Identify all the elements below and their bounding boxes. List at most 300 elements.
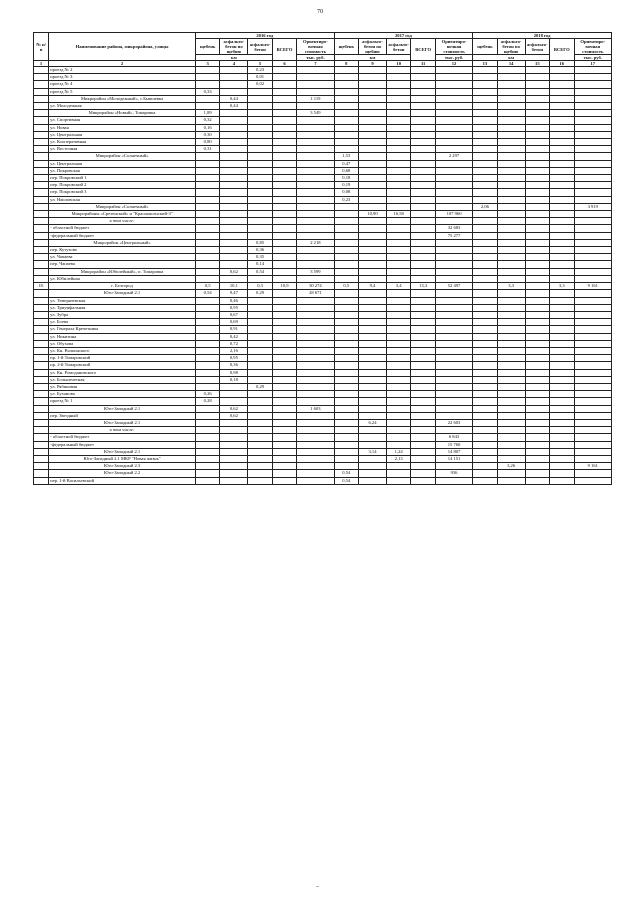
row-cell-16	[550, 117, 574, 124]
row-cell-7	[297, 419, 334, 426]
row-cell-7	[297, 398, 334, 405]
row-name: ул. Центральная	[49, 160, 196, 167]
row-num	[34, 470, 49, 477]
table-row	[34, 254, 612, 261]
row-cell-15	[525, 239, 549, 246]
row-cell-10	[386, 88, 410, 95]
row-cell-5	[248, 110, 272, 117]
row-cell-9	[359, 434, 387, 441]
row-cell-4	[220, 261, 248, 268]
table-row	[34, 311, 612, 318]
row-cell-6	[272, 247, 296, 254]
row-cell-15	[525, 383, 549, 390]
header-index-9: 9	[359, 61, 387, 67]
row-cell-6	[272, 261, 296, 268]
row-cell-15	[525, 333, 549, 340]
row-cell-6	[272, 67, 296, 74]
row-cell-13	[473, 261, 497, 268]
row-num	[34, 463, 49, 470]
row-cell-16	[550, 211, 574, 218]
table-row	[34, 470, 612, 477]
row-cell-8	[334, 247, 358, 254]
row-name: - областной бюджет	[49, 434, 196, 441]
table-row	[34, 304, 612, 311]
row-cell-8	[334, 448, 358, 455]
row-cell-12	[435, 391, 472, 398]
row-cell-16	[550, 319, 574, 326]
row-cell-6	[272, 441, 296, 448]
row-cell-10	[386, 340, 410, 347]
row-cell-8	[334, 131, 358, 138]
row-cell-13	[473, 427, 497, 434]
row-cell-17	[574, 297, 612, 304]
row-cell-16	[550, 232, 574, 239]
row-num	[34, 218, 49, 225]
header-index-14: 14	[497, 61, 525, 67]
header-sub-1-0: щебень	[334, 39, 358, 55]
row-name: пр. 1-й Томаровский	[49, 355, 196, 362]
row-cell-4: 0,98	[220, 369, 248, 376]
row-cell-7	[297, 203, 334, 210]
row-cell-10	[386, 268, 410, 275]
row-cell-8	[334, 103, 358, 110]
row-cell-6	[272, 182, 296, 189]
row-cell-6	[272, 326, 296, 333]
row-cell-12: 15 760	[435, 441, 472, 448]
row-cell-14	[497, 211, 525, 218]
row-name: Юго-Западный 2.2	[49, 470, 196, 477]
table-row	[34, 74, 612, 81]
row-cell-7	[297, 167, 334, 174]
row-cell-7	[297, 340, 334, 347]
row-num	[34, 448, 49, 455]
table-row	[34, 383, 612, 390]
row-cell-3	[195, 74, 219, 81]
row-cell-15	[525, 225, 549, 232]
row-cell-4	[220, 254, 248, 261]
row-name: ул. Кн. Ромодановского	[49, 369, 196, 376]
row-cell-14	[497, 470, 525, 477]
row-cell-13	[473, 448, 497, 455]
table-row	[34, 167, 612, 174]
row-cell-15	[525, 81, 549, 88]
table-row	[34, 124, 612, 131]
row-cell-17	[574, 182, 612, 189]
row-cell-4	[220, 398, 248, 405]
row-cell-12	[435, 254, 472, 261]
row-cell-16	[550, 275, 574, 282]
row-cell-3	[195, 419, 219, 426]
row-cell-5	[248, 88, 272, 95]
row-cell-14	[497, 153, 525, 160]
row-cell-13	[473, 103, 497, 110]
row-cell-10	[386, 189, 410, 196]
row-cell-14	[497, 347, 525, 354]
row-cell-14	[497, 434, 525, 441]
row-cell-15	[525, 275, 549, 282]
row-cell-4: 0,62	[220, 268, 248, 275]
row-cell-7	[297, 81, 334, 88]
row-cell-14	[497, 81, 525, 88]
row-cell-8: 0,54	[334, 477, 358, 484]
table-row	[34, 153, 612, 160]
row-cell-9	[359, 290, 387, 297]
row-cell-17	[574, 167, 612, 174]
row-num	[34, 391, 49, 398]
row-cell-12: 14 151	[435, 455, 472, 462]
row-cell-13	[473, 232, 497, 239]
row-cell-6	[272, 383, 296, 390]
row-cell-16	[550, 376, 574, 383]
row-cell-8	[334, 268, 358, 275]
row-cell-11	[411, 391, 435, 398]
row-cell-8	[334, 117, 358, 124]
row-cell-3	[195, 95, 219, 102]
row-cell-12	[435, 362, 472, 369]
row-cell-5	[248, 124, 272, 131]
row-cell-5	[248, 362, 272, 369]
table-row	[34, 81, 612, 88]
row-cell-14	[497, 88, 525, 95]
row-cell-13	[473, 340, 497, 347]
row-cell-16	[550, 304, 574, 311]
row-cell-9	[359, 247, 387, 254]
row-cell-11	[411, 463, 435, 470]
row-cell-5	[248, 196, 272, 203]
table-row	[34, 434, 612, 441]
row-cell-5	[248, 311, 272, 318]
row-cell-13	[473, 153, 497, 160]
row-cell-9	[359, 196, 387, 203]
row-name: Микрорайон «Центральный»	[49, 239, 196, 246]
row-cell-7	[297, 211, 334, 218]
header-index-6: 6	[272, 61, 296, 67]
row-cell-11	[411, 103, 435, 110]
row-cell-9	[359, 470, 387, 477]
row-cell-8	[334, 67, 358, 74]
row-cell-17	[574, 319, 612, 326]
row-cell-4	[220, 182, 248, 189]
row-cell-3	[195, 275, 219, 282]
table-row	[34, 405, 612, 412]
row-cell-14	[497, 175, 525, 182]
row-cell-9	[359, 355, 387, 362]
row-num	[34, 398, 49, 405]
row-cell-15	[525, 268, 549, 275]
row-name: Юго-Западный 2.3	[49, 463, 196, 470]
row-cell-16	[550, 412, 574, 419]
row-num	[34, 146, 49, 153]
header-index-10: 10	[386, 61, 410, 67]
row-cell-11	[411, 160, 435, 167]
row-cell-8	[334, 203, 358, 210]
row-name: в том числе:	[49, 427, 196, 434]
row-cell-4	[220, 88, 248, 95]
row-cell-7	[297, 427, 334, 434]
row-cell-6	[272, 211, 296, 218]
header-year-2017: 2017 год	[334, 33, 473, 39]
row-cell-9	[359, 362, 387, 369]
row-cell-7	[297, 463, 334, 470]
row-cell-16	[550, 189, 574, 196]
row-cell-5	[248, 412, 272, 419]
row-cell-10	[386, 347, 410, 354]
table-row	[34, 175, 612, 182]
row-cell-3	[195, 412, 219, 419]
row-cell-8	[334, 254, 358, 261]
row-num	[34, 239, 49, 246]
row-cell-8: 0,18	[334, 175, 358, 182]
row-cell-3	[195, 218, 219, 225]
row-cell-10	[386, 477, 410, 484]
row-cell-12	[435, 333, 472, 340]
row-cell-9	[359, 340, 387, 347]
row-cell-8	[334, 383, 358, 390]
row-cell-12	[435, 290, 472, 297]
row-cell-12: 22 603	[435, 419, 472, 426]
row-name: пер. Звездный	[49, 412, 196, 419]
row-num	[34, 153, 49, 160]
row-cell-5	[248, 167, 272, 174]
row-cell-5	[248, 419, 272, 426]
row-cell-4: 0,67	[220, 311, 248, 318]
row-cell-10	[386, 124, 410, 131]
row-cell-11	[411, 175, 435, 182]
row-cell-6	[272, 167, 296, 174]
row-cell-9	[359, 218, 387, 225]
row-cell-8	[334, 239, 358, 246]
row-cell-14	[497, 189, 525, 196]
header-index-3: 3	[195, 61, 219, 67]
row-cell-16	[550, 218, 574, 225]
row-cell-9	[359, 391, 387, 398]
row-cell-13	[473, 110, 497, 117]
row-cell-12	[435, 182, 472, 189]
row-cell-4	[220, 160, 248, 167]
row-cell-12	[435, 167, 472, 174]
row-cell-7	[297, 247, 334, 254]
row-cell-4	[220, 196, 248, 203]
row-cell-6	[272, 477, 296, 484]
row-num	[34, 419, 49, 426]
row-cell-11	[411, 290, 435, 297]
row-cell-5	[248, 297, 272, 304]
row-cell-11	[411, 362, 435, 369]
row-cell-10	[386, 275, 410, 282]
row-cell-11	[411, 383, 435, 390]
row-num	[34, 167, 49, 174]
row-cell-4	[220, 139, 248, 146]
row-cell-3	[195, 182, 219, 189]
row-cell-10	[386, 153, 410, 160]
row-cell-6	[272, 218, 296, 225]
row-cell-17	[574, 124, 612, 131]
row-cell-15	[525, 463, 549, 470]
row-cell-15	[525, 254, 549, 261]
row-cell-11	[411, 333, 435, 340]
row-num	[34, 196, 49, 203]
row-cell-7	[297, 139, 334, 146]
row-cell-4	[220, 232, 248, 239]
row-cell-3	[195, 304, 219, 311]
table-row	[34, 232, 612, 239]
row-cell-3	[195, 369, 219, 376]
row-cell-13	[473, 477, 497, 484]
row-cell-14	[497, 146, 525, 153]
row-cell-11	[411, 369, 435, 376]
row-cell-3	[195, 81, 219, 88]
row-cell-12	[435, 74, 472, 81]
row-cell-15	[525, 139, 549, 146]
row-cell-16	[550, 311, 574, 318]
row-cell-5: 0,29	[248, 290, 272, 297]
row-name: -федеральный бюджет	[49, 232, 196, 239]
row-cell-17	[574, 247, 612, 254]
row-cell-11	[411, 477, 435, 484]
row-cell-4	[220, 225, 248, 232]
row-cell-17	[574, 311, 612, 318]
footer-mark: –	[316, 884, 319, 890]
row-cell-8: 0,54	[334, 470, 358, 477]
table-row	[34, 139, 612, 146]
row-cell-13	[473, 376, 497, 383]
row-name: ул. Рябиновая	[49, 383, 196, 390]
row-num	[34, 268, 49, 275]
row-cell-5	[248, 434, 272, 441]
row-cell-7	[297, 146, 334, 153]
row-cell-12	[435, 405, 472, 412]
row-cell-12	[435, 477, 472, 484]
row-cell-15	[525, 232, 549, 239]
row-cell-3	[195, 333, 219, 340]
row-name: ул. Центральная	[49, 131, 196, 138]
row-name: Микрорайон «Молодежный», с.Бывшевка	[49, 95, 196, 102]
row-cell-14	[497, 290, 525, 297]
table-row	[34, 463, 612, 470]
row-cell-3	[195, 247, 219, 254]
row-cell-9	[359, 383, 387, 390]
row-cell-3	[195, 254, 219, 261]
row-cell-13	[473, 239, 497, 246]
row-cell-5	[248, 153, 272, 160]
row-cell-4	[220, 441, 248, 448]
row-cell-16	[550, 95, 574, 102]
row-cell-17	[574, 455, 612, 462]
row-cell-4	[220, 477, 248, 484]
row-cell-12	[435, 110, 472, 117]
row-cell-5	[248, 326, 272, 333]
row-cell-4	[220, 175, 248, 182]
header-year-2016: 2016 год	[195, 33, 334, 39]
row-cell-7	[297, 448, 334, 455]
row-num	[34, 95, 49, 102]
row-cell-11	[411, 326, 435, 333]
row-cell-8	[334, 311, 358, 318]
row-cell-13	[473, 326, 497, 333]
row-cell-4: 0,44	[220, 103, 248, 110]
row-num	[34, 369, 49, 376]
row-cell-3	[195, 311, 219, 318]
row-cell-7	[297, 261, 334, 268]
row-cell-13: 2,06	[473, 203, 497, 210]
row-cell-17: 3 919	[574, 203, 612, 210]
row-name: Юго-Западный 2.1	[49, 290, 196, 297]
row-cell-10	[386, 304, 410, 311]
row-num	[34, 333, 49, 340]
row-cell-3	[195, 153, 219, 160]
row-cell-10	[386, 362, 410, 369]
row-cell-7	[297, 391, 334, 398]
row-cell-14	[497, 203, 525, 210]
header-unit-cost-2: тыс. руб.	[574, 55, 612, 61]
row-name: ул. Наиловская	[49, 196, 196, 203]
row-cell-17	[574, 275, 612, 282]
row-cell-3	[195, 103, 219, 110]
row-cell-7	[297, 441, 334, 448]
row-cell-13	[473, 333, 497, 340]
row-cell-9	[359, 441, 387, 448]
row-cell-4: 10,1	[220, 283, 248, 290]
header-index-4: 4	[220, 61, 248, 67]
row-cell-12	[435, 81, 472, 88]
row-cell-17	[574, 196, 612, 203]
row-cell-3: 1,89	[195, 110, 219, 117]
row-cell-15	[525, 427, 549, 434]
row-cell-12	[435, 347, 472, 354]
row-cell-17	[574, 153, 612, 160]
row-cell-9	[359, 297, 387, 304]
row-cell-8	[334, 441, 358, 448]
row-cell-11	[411, 441, 435, 448]
row-cell-17	[574, 95, 612, 102]
row-cell-7	[297, 218, 334, 225]
row-cell-8	[334, 376, 358, 383]
row-cell-11: 13,3	[411, 283, 435, 290]
row-cell-11	[411, 412, 435, 419]
row-cell-17	[574, 160, 612, 167]
row-cell-6	[272, 297, 296, 304]
row-cell-6	[272, 254, 296, 261]
row-name: в том числе:	[49, 218, 196, 225]
table-row	[34, 88, 612, 95]
row-cell-6	[272, 189, 296, 196]
row-cell-7: 3 599	[297, 268, 334, 275]
row-cell-17	[574, 326, 612, 333]
row-cell-15	[525, 412, 549, 419]
row-cell-10	[386, 405, 410, 412]
row-cell-17	[574, 232, 612, 239]
row-cell-10: 1,24	[386, 448, 410, 455]
row-name: - областной бюджет	[49, 225, 196, 232]
row-cell-5: 0,14	[248, 261, 272, 268]
row-cell-11	[411, 225, 435, 232]
row-num	[34, 211, 49, 218]
row-cell-6	[272, 268, 296, 275]
row-num	[34, 139, 49, 146]
row-cell-12: 107 960	[435, 211, 472, 218]
row-cell-11	[411, 182, 435, 189]
row-num	[34, 117, 49, 124]
row-cell-5	[248, 232, 272, 239]
row-cell-11	[411, 110, 435, 117]
row-cell-7: 1 603	[297, 405, 334, 412]
row-cell-10	[386, 297, 410, 304]
row-cell-12	[435, 340, 472, 347]
row-cell-3	[195, 347, 219, 354]
row-cell-16	[550, 347, 574, 354]
row-cell-15	[525, 362, 549, 369]
table-row	[34, 419, 612, 426]
